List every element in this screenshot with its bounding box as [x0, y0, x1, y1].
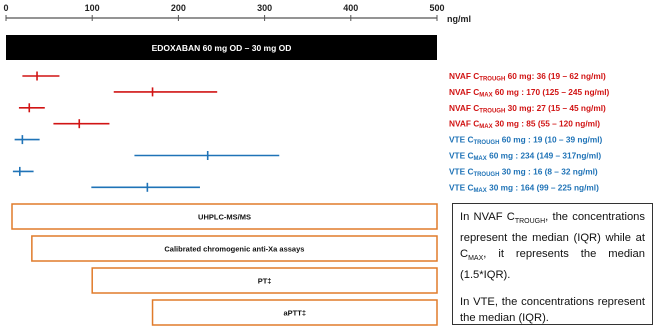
x-tick-label: 300	[257, 3, 273, 13]
interval-vte-max-30mg	[91, 183, 200, 192]
x-tick-label: 500	[429, 3, 445, 13]
note-paragraph-vte: In VTE, the concentrations represent the median (IQR).	[460, 296, 645, 325]
axis-unit-label: ng/ml	[447, 14, 471, 24]
assay-range	[153, 300, 437, 325]
row-label: NVAF CMAX 30 mg : 85 (55 – 120 ng/ml)	[449, 118, 601, 131]
row-label: NVAF CMAX 60 mg : 170 (125 – 245 ng/ml)	[449, 86, 610, 99]
interval-nvaf-max-30mg	[53, 119, 109, 128]
interval-vte-trough-30mg	[13, 167, 34, 176]
x-axis	[3, 3, 471, 24]
assay-label: PT‡	[257, 276, 272, 286]
x-tick-label: 0	[3, 3, 9, 13]
row-label: VTE CTROUGH 60 mg : 19 (10 – 39 ng/ml)	[449, 134, 603, 147]
assay-range	[32, 236, 437, 261]
assay-label: Calibrated chromogenic anti-Xa assays	[164, 244, 305, 254]
x-tick-label: 400	[343, 3, 359, 13]
x-tick-label: 200	[170, 3, 186, 13]
edoxaban-banner	[6, 35, 437, 60]
interval-nvaf-max-60mg	[114, 87, 217, 96]
note-box	[452, 203, 653, 325]
x-tick-label: 100	[84, 3, 100, 13]
row-label: VTE CTROUGH 30 mg : 16 (8 – 32 ng/ml)	[449, 166, 598, 178]
banner-label: EDOXABAN 60 mg OD – 30 mg OD	[151, 43, 292, 53]
note-paragraph-nvaf: In NVAF $C_{TROUGH}$, the concentrations represent the median (IQR) while at $C_{MAX}$, it represents the median (1.5*IQR).	[460, 211, 645, 282]
row-labels	[449, 71, 610, 194]
interval-vte-trough-60mg	[15, 135, 40, 144]
assay-label: UHPLC-MS/MS	[198, 212, 251, 222]
row-label: VTE CMAX 30 mg : 164 (99 – 225 ng/ml)	[449, 182, 599, 194]
assay-range	[92, 268, 437, 293]
row-label: NVAF CTROUGH 30 mg: 27 (15 – 45 ng/ml)	[449, 102, 606, 115]
row-label: VTE CMAX 60 mg : 234 (149 – 317ng/ml)	[449, 150, 602, 162]
interval-nvaf-trough-60mg	[22, 72, 59, 81]
assay-label: aPTT‡	[283, 308, 307, 318]
assay-ranges	[12, 204, 437, 325]
interval-nvaf-trough-30mg	[19, 103, 45, 112]
assay-range	[12, 204, 437, 229]
row-label: NVAF CTROUGH 60 mg: 36 (19 – 62 ng/ml)	[449, 71, 606, 83]
interval-vte-max-60mg	[134, 151, 279, 160]
interval-series	[13, 72, 279, 192]
